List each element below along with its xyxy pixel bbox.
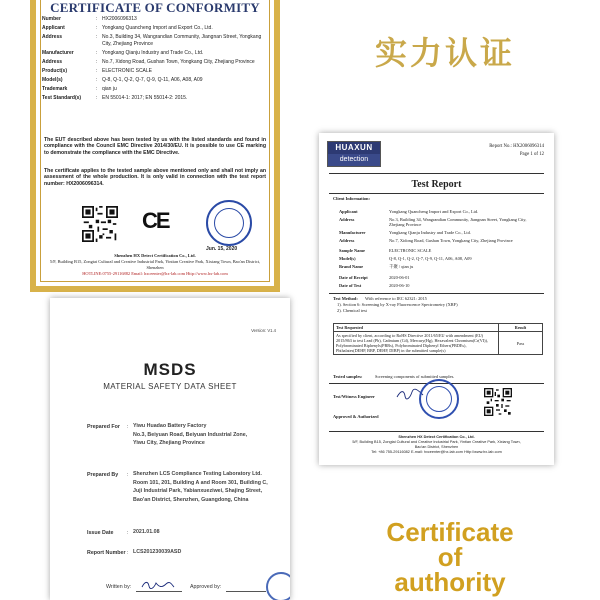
row-label: Test Standard(s) <box>42 94 82 101</box>
row-value: 2020-06-01 <box>389 275 410 280</box>
address-line: Room 101, 201, Building A and Room 301, Building C, <box>133 479 268 486</box>
divider <box>329 293 544 294</box>
certificate-row: Product(s) : ELECTRONIC SCALE <box>42 68 268 75</box>
divider <box>329 173 544 174</box>
row-value: No.7, Xidong Road, Gushan Town, Yongkang City, Zhejiang Province <box>102 58 255 65</box>
signature-line <box>226 591 266 592</box>
footer-address: Bao'an District, Shenzhen <box>414 445 459 449</box>
client-info-label: Client Information: <box>333 196 370 201</box>
msds-title: MSDS <box>143 360 197 379</box>
certificate-row: Applicant : Yongkang Quancheng Import and Export Co., Ltd. <box>42 25 268 32</box>
row-value: Yongkang Qianju Industry and Trade Co., Ltd. <box>389 230 471 235</box>
qr-code-icon <box>82 206 118 242</box>
method-step: 2). Chemical test <box>337 308 367 313</box>
address-line: No.3, Beiyuan Road, Beiyuan Industrial Zone, <box>133 431 248 438</box>
row-label: Model(s) <box>339 256 356 261</box>
table-cell: Pass <box>499 332 543 355</box>
prepared-for-label: Prepared For <box>87 424 120 430</box>
table-row <box>334 332 543 355</box>
logo-bottom: detection <box>328 154 380 166</box>
msds-subtitle: MATERIAL SAFETY DATA SHEET <box>103 382 237 391</box>
divider <box>329 431 544 432</box>
page-number: Page 1 of 12 <box>519 152 544 157</box>
row-label: Address <box>339 238 355 243</box>
report-number-label: Report Number <box>87 550 126 556</box>
certificate-row: Address : No.7, Xidong Road, Gushan Town, Yongkang City, Zhejiang Province <box>42 59 268 66</box>
footer-company: Shenzhen HX Detect Certification Co., Ltd. <box>398 435 475 439</box>
msds-document: Version: V1.4 MSDS MATERIAL SAFETY DATA SHEET Prepared For : Yiwu Huadao Battery Factory No.3, Beiyuan Road, Beiyuan Industrial Zone, Yiwu City, Zhejiang Province Prepared By : Shenzhen LCS Compliance Testing Laboratory Ltd. Room 101, 201, Building A and Room 301, Building C, Juji Industrial Park, Yabianxueziwei, Shajing Street, Bao'an District, Shenzhen, Guangdong, China Issue Date : 2021.01.08 Report Number : LCS201230039ASD Written by: Approved by: <box>50 298 290 600</box>
test-report <box>319 133 554 465</box>
heading-certificate-of-authority <box>370 517 530 597</box>
tested-samples-label: Tested samples: <box>333 374 363 379</box>
results-table <box>333 323 543 355</box>
row-label: Date of Receipt <box>339 275 368 280</box>
test-method-label: Test Method: <box>333 296 358 301</box>
ce-certificate <box>30 0 280 292</box>
table-header: Result <box>499 324 543 332</box>
report-footer <box>329 435 544 455</box>
certificate-fields <box>42 16 268 104</box>
logo-top: HUAXUN <box>328 142 380 154</box>
row-value: 2020-06-10 <box>389 283 410 288</box>
report-title: Test Report <box>411 179 462 190</box>
prepared-by-value <box>133 470 283 504</box>
certificate-row: Manufacturer : Yongkang Qianju Industry and Trade Co., Ltd. <box>42 50 268 57</box>
row-label: Applicant <box>339 209 358 214</box>
certificate-row: Number : HX2006096313 <box>42 16 268 23</box>
heading-line: Certificate <box>386 517 514 547</box>
method-step: 1). Section 6: Screening by X-ray Fluorescence Spectrometry (XRF) <box>337 302 458 307</box>
heading-chinese: 实力认证 <box>374 34 515 72</box>
row-label: Number <box>42 16 61 22</box>
row-label: Address <box>42 34 63 40</box>
compliance-paragraph: The EUT described above has been tested by us with the listed standards and found in compliance with the Council EMC Directive 2014/30/EU. It is possible to use CE marking to demonstrate the compliance with the EMC Directive. <box>44 137 266 156</box>
certificate-title: CERTIFICATE OF CONFORMITY <box>50 0 260 15</box>
approved-by-label: Approved by: <box>190 584 222 590</box>
certification-seal-icon <box>206 200 252 246</box>
address-line: Shenzhen LCS Compliance Testing Laboratory Ltd. <box>133 471 262 477</box>
footer-contact: HOTLINE:0755-29116882 Email: hxceenter@hx-lab.com Http://www.hx-lab.com <box>82 271 228 276</box>
row-label: Product(s) <box>42 67 67 74</box>
row-value: Yongkang Qianju Industry and Trade Co., Ltd. <box>102 49 204 56</box>
row-value: Yongkang Quancheng Import and Export Co., Ltd. <box>389 209 479 214</box>
row-value: Q-8, Q-1, Q-2, Q-7, Q-9, Q-11, A06, A08, A09 <box>389 256 472 261</box>
row-value: 千聚 / qian ju <box>389 264 414 269</box>
heading-line: of <box>437 542 463 572</box>
approval-seal-icon <box>419 379 459 419</box>
row-label: Address <box>339 217 355 222</box>
huaxun-logo <box>327 141 381 167</box>
qr-code-icon <box>484 388 512 416</box>
row-value: ELECTRONIC SCALE <box>102 67 153 74</box>
address-line: Yiwu Huadao Battery Factory <box>133 423 207 429</box>
row-value: ELECTRONIC SCALE <box>389 248 432 253</box>
writer-signature-icon <box>140 579 176 591</box>
report-number: LCS201230039ASD <box>133 549 182 555</box>
row-label: Model(s) <box>42 76 63 83</box>
validity-paragraph: The certificate applies to the tested sample above mentioned only and shall not imply an assessment of the whole production. It is only valid in connection with the test report number: HX2006096314. <box>44 168 266 187</box>
certificate-row: Address : No.3, Building 34, Wangrandian Community, Jiangnan Street, Yongkang City, Zhejiang Province <box>42 34 268 47</box>
row-value: Q-8, Q-1, Q-2, Q-7, Q-9, Q-11, A06, A08, A09 <box>102 76 203 83</box>
address-line: Bao'an District, Shenzhen, Guangdong, China <box>133 496 249 503</box>
issue-date: 2021.01.08 <box>133 529 160 535</box>
written-by-label: Written by: <box>106 584 132 590</box>
table-header: Test Requested <box>334 324 499 332</box>
row-label: Manufacturer <box>339 230 366 235</box>
footer-address: 5/F, Building B15, Zongtai Cultural and Creative Industrial Park, Yintian Creative Park, Xixiang Town, Bao'an District, Shenzhen <box>49 259 261 270</box>
issue-date-label: Issue Date <box>87 530 114 536</box>
row-value: Yongkang Quancheng Import and Export Co., Ltd. <box>102 25 213 31</box>
report-number-block <box>489 143 544 159</box>
witness-engineer-label: Test/Witness Engineer <box>333 394 375 399</box>
prepared-by-label: Prepared By <box>87 472 119 478</box>
prepared-for-value <box>133 422 283 448</box>
certificate-row: Model(s) : Q-8, Q-1, Q-2, Q-7, Q-9, Q-11, A06, A08, A09 <box>42 77 268 84</box>
footer-address: 5/F, Building B15, Zongtai Cultural and Creative Industrial Park, Yintian Creative Park, Xixiang Town, <box>352 440 521 444</box>
sign-date: Jun. 15, 2020 <box>206 246 238 252</box>
row-value: No.3, Building 34, Wangrandian Community, Jiangnan Street, Yongkang City, Zhejiang Province <box>102 34 262 47</box>
row-value: qian ju <box>102 85 117 92</box>
certificate-row: Test Standard(s) : EN 55014-1: 2017; EN 55014-2: 2015. <box>42 95 268 102</box>
row-label: Address <box>42 58 63 65</box>
certificate-footer <box>42 253 268 277</box>
row-label: Applicant <box>42 25 65 31</box>
version-label: Version: V1.4 <box>251 328 276 333</box>
table-cell: As specified by client, according to RoHS Directive 2011/65/EU with amendment (EU) 2015/863 to test Lead (Pb), Cadmium (Cd), Mercury(Hg), Hexavalent Chromium(Cr(VI)), Polybrominated Biphenyls(PBBs), Polybrominated Diphenyl Ethers(PBDEs), Phthalates(DEHP, BBP, DEHP, DIBP) in the submitted sample(s) <box>334 332 499 355</box>
row-value: HX2006096313 <box>102 16 137 22</box>
address-line: Juji Industrial Park, Yabianxueziwei, Shajing Street, <box>133 488 263 495</box>
row-value: No.3, Building 34, Wangrandian Community, Jiangnan Street, Yongkang City, Zhejiang Province <box>389 217 527 228</box>
ce-mark-logo: CE <box>142 208 169 233</box>
row-label: Date of Test <box>339 283 362 288</box>
footer-company: Shenzhen HX Detect Certification Co., Ltd. <box>114 253 196 258</box>
row-label: Trademark <box>42 85 68 92</box>
certificate-row: Trademark : qian ju <box>42 86 268 93</box>
row-label: Brand Name <box>339 264 364 269</box>
row-label: Sample Name <box>339 248 365 253</box>
table-header-row <box>334 324 543 332</box>
address-line: Yiwu City, Zhejiang Province <box>133 440 205 447</box>
lab-seal-icon <box>266 572 290 600</box>
report-number: Report No.: HX2006096314 <box>489 144 544 149</box>
approved-authorized-label: Approved & Authorized <box>333 414 379 419</box>
row-value: No.7, Xidong Road, Gushan Town, Yongkang City, Zhejiang Province <box>389 238 513 243</box>
heading-line: authority <box>394 567 506 597</box>
tested-samples: Screening components of submitted samples. <box>375 374 455 379</box>
footer-contact: Tel: +86 755-29116082 E-mail: hxceenter@hx-lab.com Http://www.hx-lab.com <box>371 450 502 454</box>
row-value: EN 55014-1: 2017; EN 55014-2: 2015. <box>102 94 188 101</box>
test-method: With reference to IEC 62321: 2015 <box>365 296 427 301</box>
divider <box>329 193 544 194</box>
signature-line <box>136 591 182 592</box>
row-label: Manufacturer <box>42 49 74 56</box>
